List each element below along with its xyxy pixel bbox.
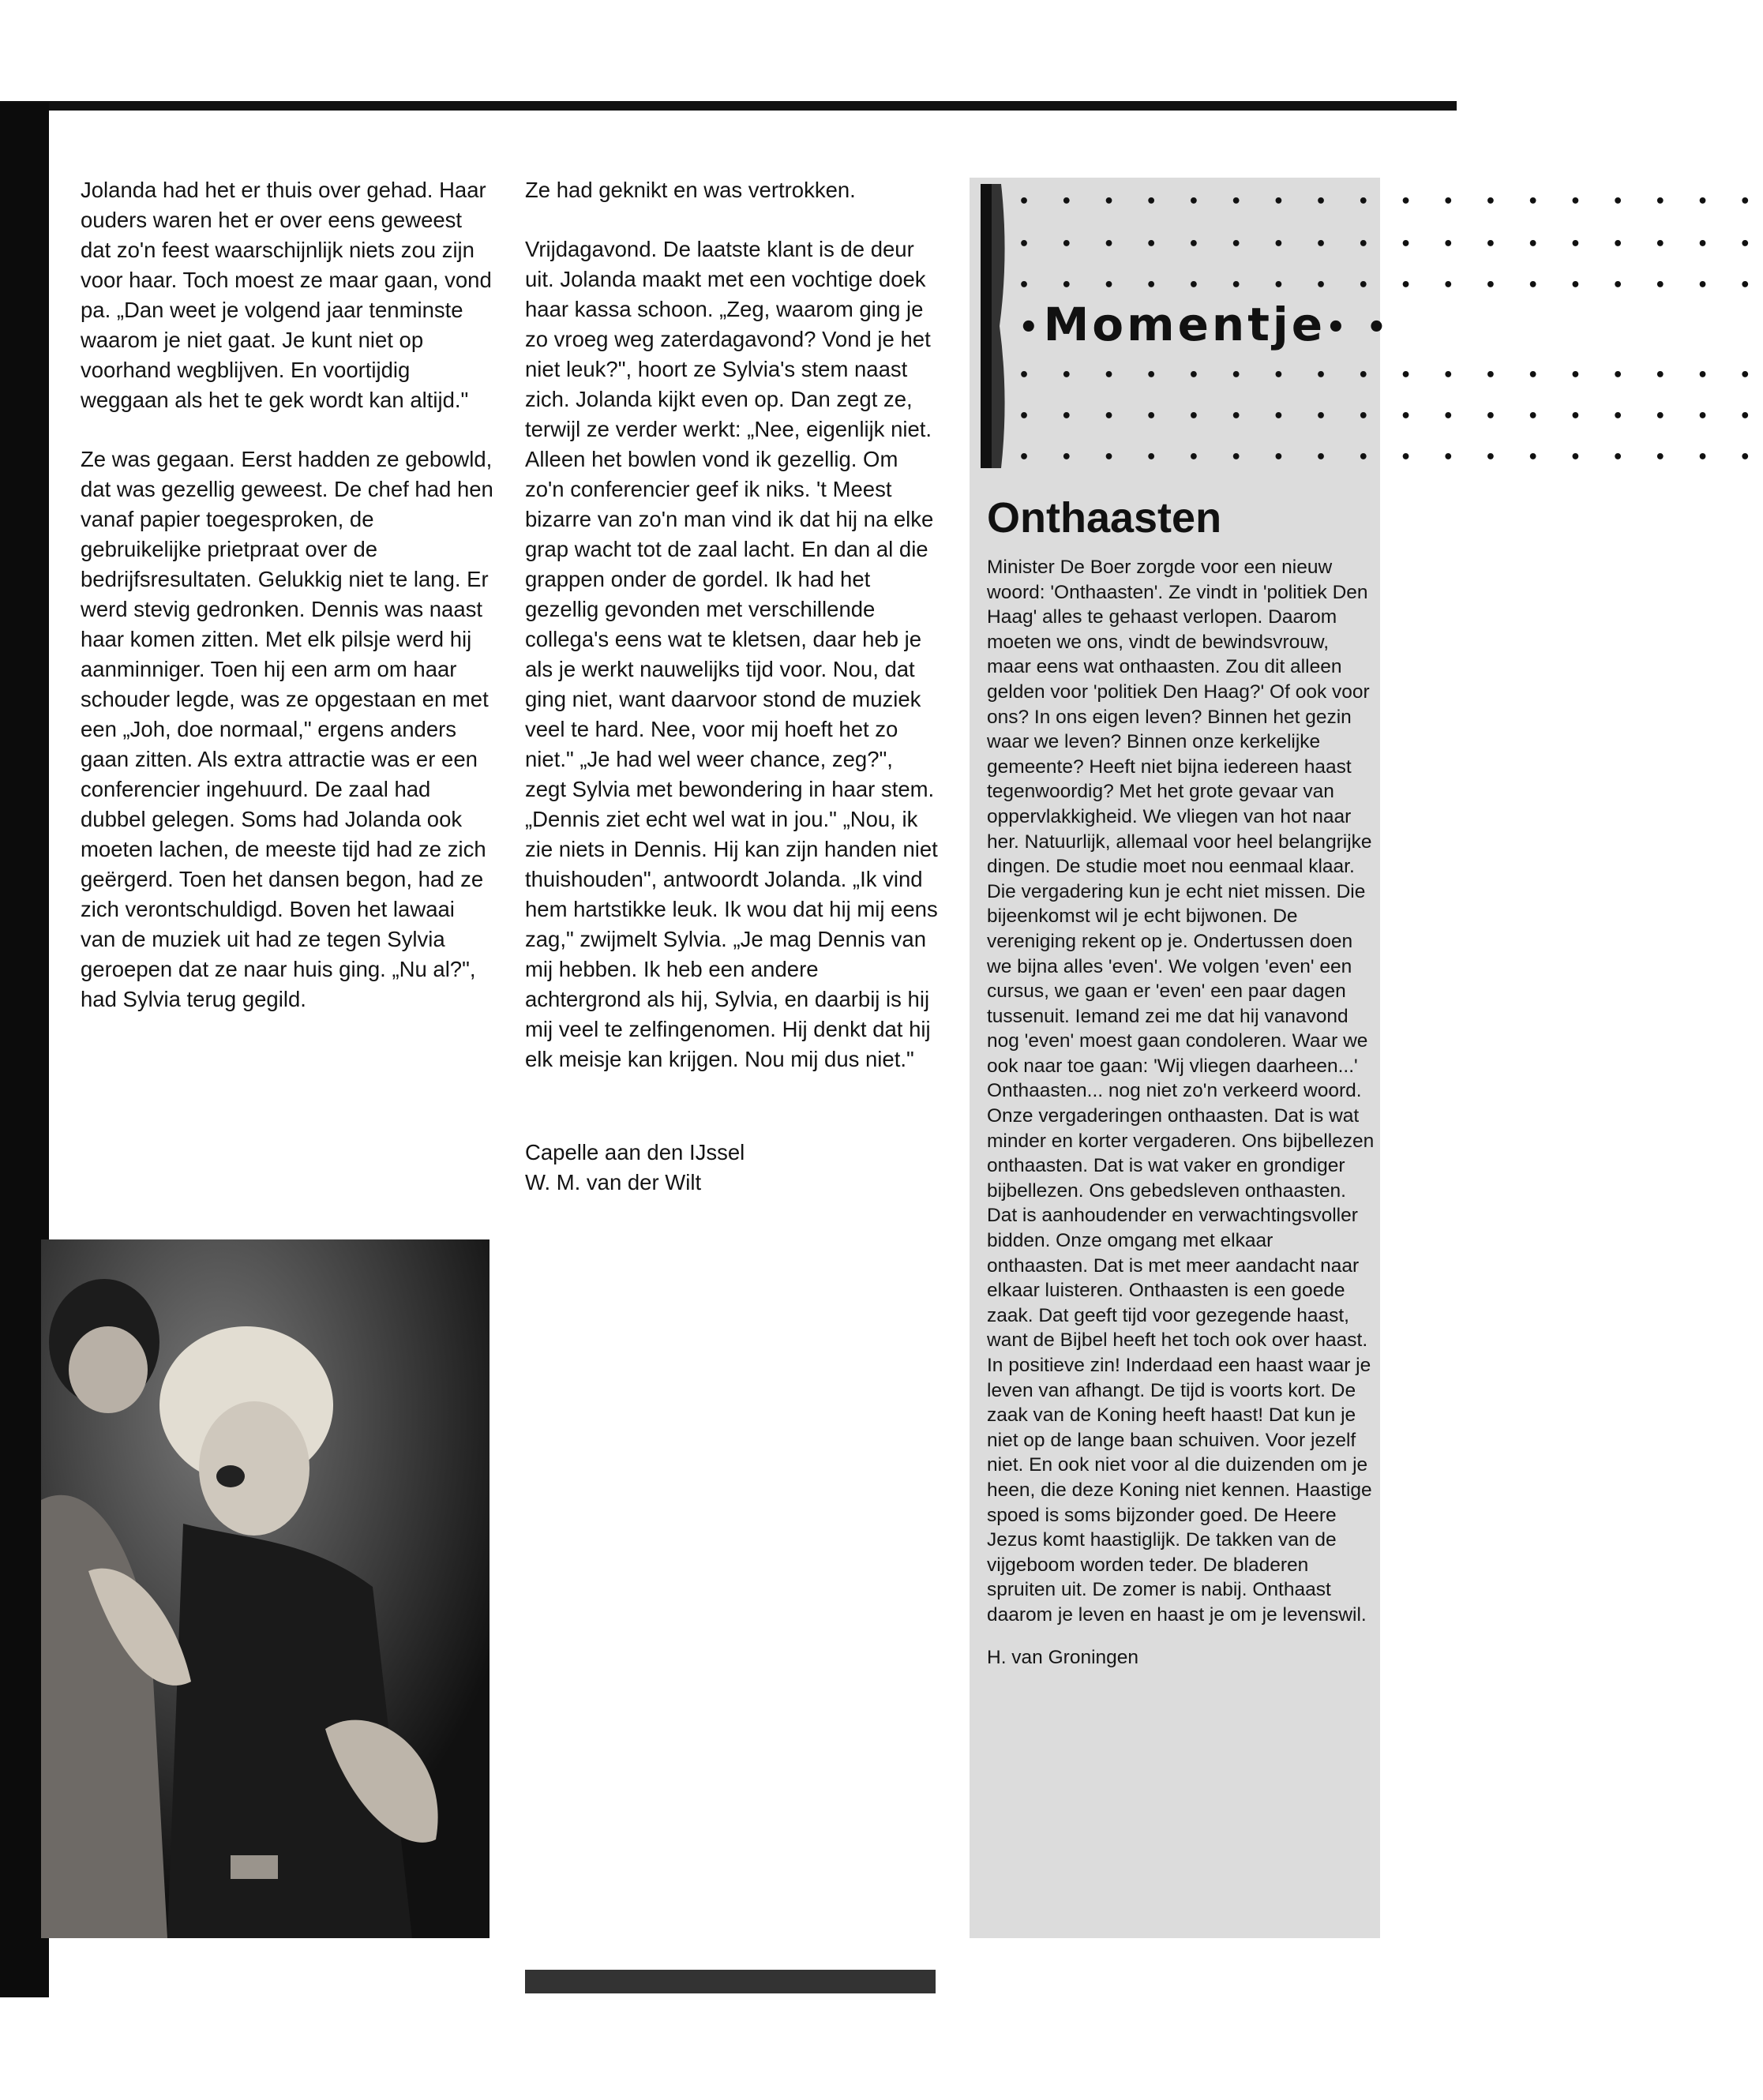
dots-decoration: • • • • • • • • • • • • • • • • • • <box>1018 234 1763 254</box>
byline <box>525 1138 940 1198</box>
dots-decoration: • • • • • • • • • • • • • • • • • • <box>1018 366 1763 385</box>
kicker-dots: • • <box>1326 309 1392 346</box>
story-column-1 <box>81 175 495 1044</box>
story-paragraph: Ze had geknikt en was vertrokken. <box>525 178 856 202</box>
sidebar-title: Onthaasten <box>987 494 1222 542</box>
story-paragraph: Jolanda had het er thuis over gehad. Haar ouders waren het er over eens geweest dat zo'n feest waarschijnlijk niets zou zijn voor haar. Toch moest ze maar gaan, vond pa. „Dan weet je volgend jaar tenminste waarom je niet gaat. Je kunt niet op voorhand wegblijven. En voortijdig weggaan als het te gek wordt kan altijd." <box>81 178 492 412</box>
sidebar-paragraph: Minister De Boer zorgde voor een nieuw woord: 'Onthaasten'. Ze vindt in 'politiek Den Haag' alles te gehaast verlopen. Daarom moeten we ons, vindt de bewindsvrouw, maar eens wat onthaasten. Zou dit alleen gelden voor 'politiek Den Haag?' Of ook voor ons? In ons eigen leven? Binnen het gezin waar we leven? Binnen onze kerkelijke gemeente? Heeft niet bijna iedereen haast tegenwoordig? Met het grote gevaar van oppervlakkigheid. We vliegen van hot naar her. Natuurlijk, allemaal voor heel belangrijke dingen. De studie moet nou eenmaal klaar. Die vergadering kun je echt niet missen. Die bijeenkomst wil je echt bijwonen. De vereniging rekent op je. Ondertussen doen we bijna alles 'even'. We volgen 'even' een cursus, we gaan er 'even' een paar dagen tussenuit. Iemand zei me dat hij vanavond nog 'even' moest gaan condoleren. Waar we ook naar toe gaan: 'Wij vliegen daarheen...' Onthaasten... nog niet zo'n verkeerd woord. Onze vergaderingen onthaasten. Dat is wat minder en korter vergaderen. Ons bijbellezen onthaasten. Dat is wat vaker en grondiger bijbellezen. Ons gebedsleven onthaasten. Dat is aanhoudender en verwachtingsvoller bidden. Onze omgang met elkaar onthaasten. Dat is met meer aandacht naar elkaar luisteren. Onthaasten is een goede zaak. Dat geeft tijd voor gezegende haast, want de Bijbel heeft het toch ook over haast. In positieve zin! Inderdaad een haast waar je leven van afhangt. De tijd is voorts kort. De zaak van de Koning heeft haast! Dat kun je niet op de lange baan schuiven. Voor jezelf niet. En ook niet voor al die duizenden om je heen, die deze Koning niet kennen. Haastige spoed is soms bijzonder goed. De Heere Jezus komt haastiglijk. De takken van de vijgeboom worden teder. De bladeren spruiten uit. De zomer is nabij. Onthaast daarom je leven en haast je om je levenswil. <box>987 557 1375 1626</box>
dots-decoration: • • • • • • • • • • • • • • • • • • <box>1018 192 1763 212</box>
photo-icon <box>41 1239 490 1938</box>
bottom-bar <box>525 1970 936 1993</box>
kicker-text: Momentje <box>1043 298 1326 351</box>
story-paragraph: Vrijdagavond. De laatste klant is de deur uit. Jolanda maakt met een vochtige doek haar kassa schoon. „Zeg, waarom ging je zo vroeg weg zaterdagavond? Vond je het niet leuk?", hoort ze Sylvia's stem naast zich. Jolanda kijkt even op. Dan zegt ze, terwijl ze verder werkt: „Nee, eigenlijk niet. Alleen het bowlen vond ik gezellig. Om zo'n conferencier geef ik niks. 't Meest bizarre van zo'n man vind ik dat hij na elke grap wacht tot de zaal lacht. En dan al die grappen onder de gordel. Ik had het gezellig gevonden met verschillende collega's eens wat te kletsen, daar heb je als je werkt nauwelijks tijd voor. Nou, dat ging niet, want daarvoor stond de muziek veel te hard. Nee, voor mij hoeft het zo niet." „Je had wel weer chance, zeg?", zegt Sylvia met bewondering in haar stem. „Dennis ziet echt wel wat in jou." „Nou, ik zie niets in Dennis. Hij kan zijn handen niet thuishouden", antwoordt Jolanda. „Ik vind hem hartstikke leuk. Ik wou dat hij mij eens zag," zwijmelt Sylvia. „Je mag Dennis van mij hebben. Ik heb een andere achtergrond als hij, Sylvia, en daarbij is hij mij veel te zelfingenomen. Hij denkt dat hij elk meisje kan krijgen. Nou mij dus niet." <box>525 237 938 1071</box>
bracket-icon <box>981 184 1009 468</box>
sidebar-signature: H. van Groningen <box>987 1646 1139 1668</box>
byline-place: Capelle aan den IJssel <box>525 1140 745 1164</box>
sidebar-body <box>987 555 1375 1670</box>
dots-decoration: • • • • • • • • • • • • • • • • • • <box>1018 407 1763 426</box>
sidebar-momentje <box>970 178 1763 1938</box>
sidebar-header <box>970 178 1763 478</box>
party-photo <box>41 1239 490 1938</box>
dots-decoration: • • • • • • • • • • • • • • • • • • <box>1018 276 1763 295</box>
kicker-momentje: •Momentje• • <box>1018 298 1392 351</box>
story-paragraph: Ze was gegaan. Eerst hadden ze gebowld, dat was gezellig geweest. De chef had hen vanaf papier toegesproken, de gebruikelijke prietpraat over de bedrijfsresultaten. Gelukkig niet te lang. Er werd stevig gedronken. Dennis was naast haar komen zitten. Met elk pilsje werd hij aanminniger. Toen hij een arm om haar schouder legde, was ze opgestaan en met een „Joh, doe normaal," ergens anders gaan zitten. Als extra attractie was er een conferencier ingehuurd. De zaal had dubbel gelegen. Soms had Jolanda ook moeten lachen, de meeste tijd had ze zich geërgerd. Toen het dansen begon, had ze zich verontschuldigd. Boven het lawaai van de muziek uit had ze tegen Sylvia geroepen dat ze naar huis ging. „Nu al?", had Sylvia terug gegild. <box>81 447 493 1011</box>
story-column-2 <box>525 175 940 1198</box>
byline-author: W. M. van der Wilt <box>525 1170 702 1194</box>
dots-decoration: • • • • • • • • • • • • • • • • • • <box>1018 448 1763 467</box>
top-rule <box>0 101 1457 111</box>
